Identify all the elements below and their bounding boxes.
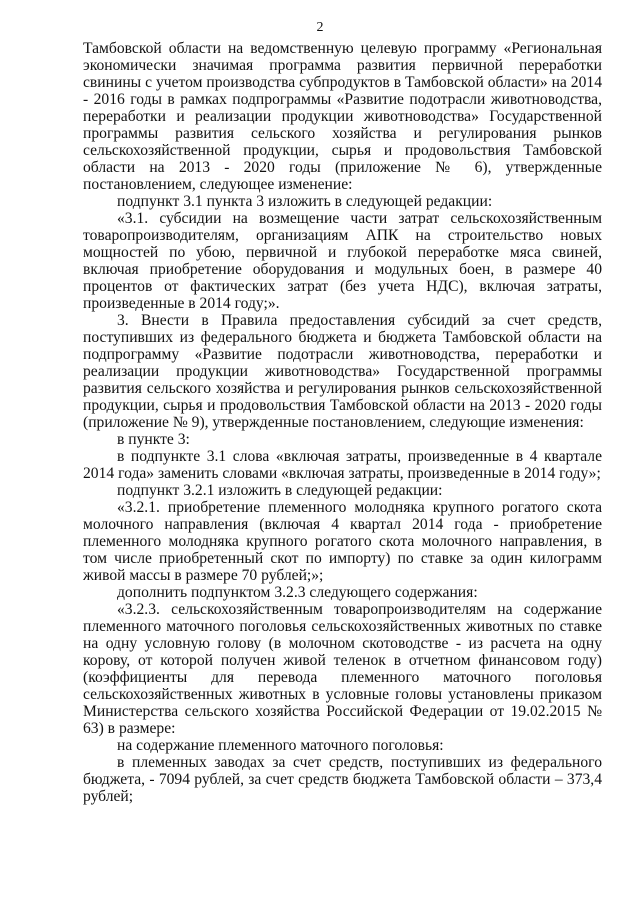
paragraph: Тамбовской области на ведомственную целевую программу «Региональная экономически значимая программа развития первичной переработки свинины с учетом производства субпродуктов в Тамбовской области» на 2014 - 2016 годы в рамках подпрограммы «Развитие подотрасли животноводства, переработки и реализации продукции животноводства» Государственной программы развития сельского хозяйства и регулирования рынков сельскохозяйственной продукции, сырья и продовольствия Тамбовской области на 2013 - 2020 годы (приложение № 6), утвержденные постановлением, следующее изменение: bbox=[83, 40, 602, 193]
paragraph: в подпункте 3.1 слова «включая затраты, произведенные в 4 квартале 2014 года» заменить словами «включая затраты, произведенные в 2014 году»; bbox=[83, 448, 602, 482]
page-number: 2 bbox=[316, 20, 324, 35]
paragraph: 3. Внести в Правила предоставления субсидий за счет средств, поступивших из федерального бюджета и бюджета Тамбовской области на подпрограмму «Развитие подотрасли животноводства, переработки и реализации продукции животноводства» Государственной программы развития сельского хозяйства и регулирования рынков сельскохозяйственной продукции, сырья и продовольствия Тамбовской области на 2013 - 2020 годы (приложение № 9), утвержденные постановлением, следующие изменения: bbox=[83, 312, 602, 431]
paragraph: «3.2.1. приобретение племенного молодняка крупного рогатого скота молочного направления (включая 4 квартал 2014 года - приобретение племенного молодняка крупного рогатого скота молочного направления, в том числе приобретенный скот по импорту) по ставке за один килограмм живой массы в размере 70 рублей;»; bbox=[83, 499, 602, 584]
paragraph: «3.2.3. сельскохозяйственным товаропроизводителям на содержание племенного маточного поголовья сельскохозяйственных животных по ставке на одну условную голову (в молочном скотоводстве - из расчета на одну корову, от которой получен живой теленок в отчетном финансовом году) (коэффициенты для перевода племенного маточного поголовья сельскохозяйственных животных в условные головы установлены приказом Министерства сельского хозяйства Российской Федерации от 19.02.2015 № 63) в размере: bbox=[83, 601, 602, 737]
paragraph: подпункт 3.2.1 изложить в следующей редакции: bbox=[117, 482, 443, 499]
document-body bbox=[83, 40, 602, 805]
paragraph: подпункт 3.1 пункта 3 изложить в следующей редакции: bbox=[117, 193, 493, 210]
paragraph: «3.1. субсидии на возмещение части затрат сельскохозяйственным товаропроизводителям, организациям АПК на строительство новых мощностей по убою, первичной и глубокой переработке мяса свиней, включая приобретение оборудования и модульных боен, в размере 40 процентов от фактических затрат (без учета НДС), включая затраты, произведенные в 2014 году;». bbox=[83, 210, 602, 312]
paragraph: дополнить подпунктом 3.2.3 следующего содержания: bbox=[117, 584, 478, 601]
paragraph: на содержание племенного маточного поголовья: bbox=[117, 737, 444, 754]
paragraph: в пункте 3: bbox=[117, 431, 190, 448]
paragraph: в племенных заводах за счет средств, поступивших из федерального бюджета, - 7094 рублей, за счет средств бюджета Тамбовской области – 373,4 рублей; bbox=[83, 754, 602, 805]
